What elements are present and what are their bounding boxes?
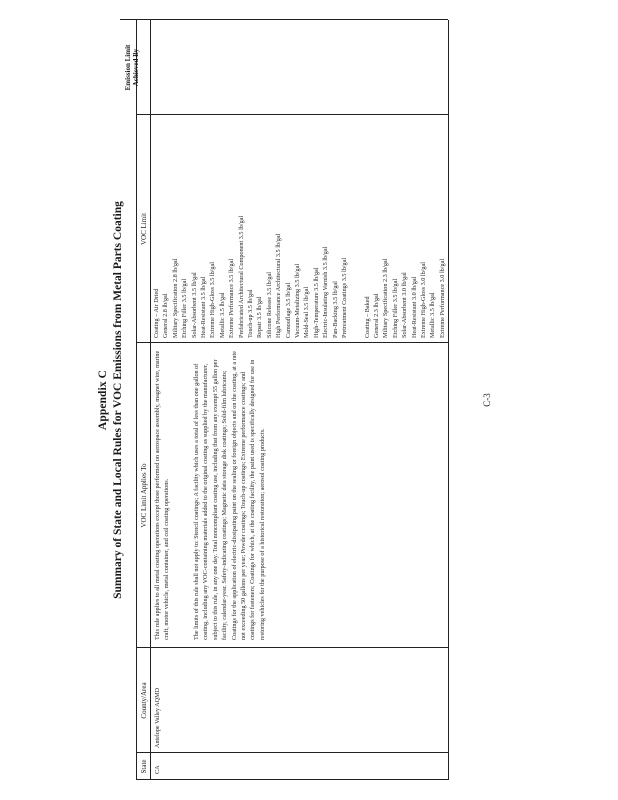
baked-group-heading: Coating – Baked bbox=[363, 296, 371, 338]
voc-limit-item: Camouflage 3.5 lb/gal bbox=[284, 282, 292, 338]
table-header-divider bbox=[150, 20, 151, 780]
voc-limit-item: Etching Filler 3.5 lb/gal bbox=[391, 278, 399, 338]
cell-state: CA bbox=[154, 765, 161, 774]
voc-limit-item: Solar-Absorbent 3.0 lb/gal bbox=[401, 272, 409, 338]
header-applies-to: VOC Limit Applies To bbox=[140, 463, 148, 528]
column-divider-3 bbox=[136, 342, 448, 343]
applies-to-paragraph-2: The limits of this rule shall not apply to: Stencil coatings; A facility which uses a total of less than one gallon of coating, including any VOC-containing materials added to the original coating as supplied by the manufacturer, subject to this rule, in any one day. Total noncompliant coating use, including that from any exempt 55 gallon per facility, calendar-year. Safety-indicating coatings; Magnetic data storage disk coatings; Solid-film lubricants; Coatings for the application of electric-dissipating paint on the sealing or foreign objects and on the coating, at a rate not exceeding 50 gallons per year; Powder coatings; Touch-up coatings; Extreme performance coatings; and coatings for fasteners; Coatings for which, at the coating facility, the paint used is specifically designed for use in restoring vehicles for the purpose of a historical restoration; aerosol coating products. bbox=[193, 350, 266, 640]
table-left-border bbox=[136, 779, 448, 780]
header-emission-limit-line1: Emission Limit bbox=[124, 44, 132, 91]
column-divider-1 bbox=[136, 752, 448, 753]
voc-limit-item: General 2.8 lb/gal bbox=[162, 293, 170, 338]
header-state: State bbox=[140, 759, 148, 774]
table-right-border bbox=[120, 19, 448, 20]
cell-county-area: Antelope Valley AQMD bbox=[154, 687, 161, 748]
header-emission-limit-line2: Achieved By bbox=[132, 48, 140, 87]
header-emission-limit bbox=[124, 20, 140, 115]
column-divider-4 bbox=[136, 114, 448, 115]
voc-limit-item: Etching Filler 3.5 lb/gal bbox=[181, 278, 189, 338]
appendix-subtitle: Summary of State and Local Rules for VOC Emissions from Metal Parts Coating bbox=[112, 201, 124, 599]
voc-limit-item: Heat-Resistant 3.0 lb/gal bbox=[410, 276, 418, 338]
header-voc-limit: VOC Limit bbox=[140, 212, 148, 246]
table-top-border bbox=[136, 20, 137, 780]
voc-limit-item: Metallic 3.5 lb/gal bbox=[429, 292, 437, 338]
voc-limit-item: Prefabricated Architectural Component 3.5 lb/gal bbox=[237, 215, 245, 338]
voc-limit-item: Mold-Seal 3.5 lb/gal bbox=[303, 286, 311, 338]
header-county-area: County/Area bbox=[140, 682, 148, 719]
voc-limit-item: Extreme High-Gloss 3.0 lb/gal bbox=[419, 262, 427, 338]
voc-limit-item: Silicone Release 3.5 lb/gal bbox=[265, 272, 273, 338]
voc-limit-item: Military Specification 2.3 lb/gal bbox=[382, 258, 390, 338]
voc-limit-item: Military Specification 2.8 lb/gal bbox=[171, 258, 179, 338]
voc-limit-item: Heat-Resistant 3.5 lb/gal bbox=[200, 276, 207, 338]
appendix-title: Appendix C bbox=[97, 369, 109, 431]
voc-limit-item: Vacuum-Metalizing 3.5 lb/gal bbox=[294, 263, 301, 338]
air-dried-group-heading: Coating – Air Dried bbox=[153, 288, 160, 338]
voc-limit-item: Solar-Absorbent 3.5 lb/gal bbox=[190, 272, 198, 338]
voc-limit-item: Extreme Performance 3.5 lb/gal bbox=[228, 258, 236, 338]
column-divider-2 bbox=[136, 647, 448, 648]
voc-limit-item: High-Temperature 3.5 lb/gal bbox=[312, 267, 320, 338]
voc-limit-item: Extreme High-Gloss 3.5 lb/gal bbox=[209, 262, 217, 338]
applies-to-paragraph-1: This rule applies to all metal coating operations except those performed on aerospace assembly, magnet wire, marine craft, motor vehicle, metal container, and coil coating operations. bbox=[154, 350, 171, 640]
voc-limit-item: Repair 3.5 lb/gal bbox=[256, 296, 264, 338]
voc-limit-item: High Performance Architectural 3.5 lb/gal bbox=[275, 233, 283, 338]
voc-limit-item: Metallic 3.5 lb/gal bbox=[218, 292, 226, 338]
voc-limit-item: Touch-up 3.5 lb/gal bbox=[247, 289, 254, 338]
page-number: C-3 bbox=[482, 393, 492, 407]
voc-limit-item: General 2.3 lb/gal bbox=[372, 293, 380, 338]
voc-limit-item: Pretreatment Coatings 3.5 lb/gal bbox=[341, 257, 348, 338]
voc-limit-item: Electric-Insulating Varnish 3.5 lb/gal bbox=[322, 246, 330, 338]
table-bottom-border bbox=[448, 20, 449, 780]
voc-limit-item: Pan-Backing 3.5 lb/gal bbox=[331, 281, 339, 338]
voc-limit-item: Extreme Performance 3.0 lb/gal bbox=[438, 258, 446, 338]
